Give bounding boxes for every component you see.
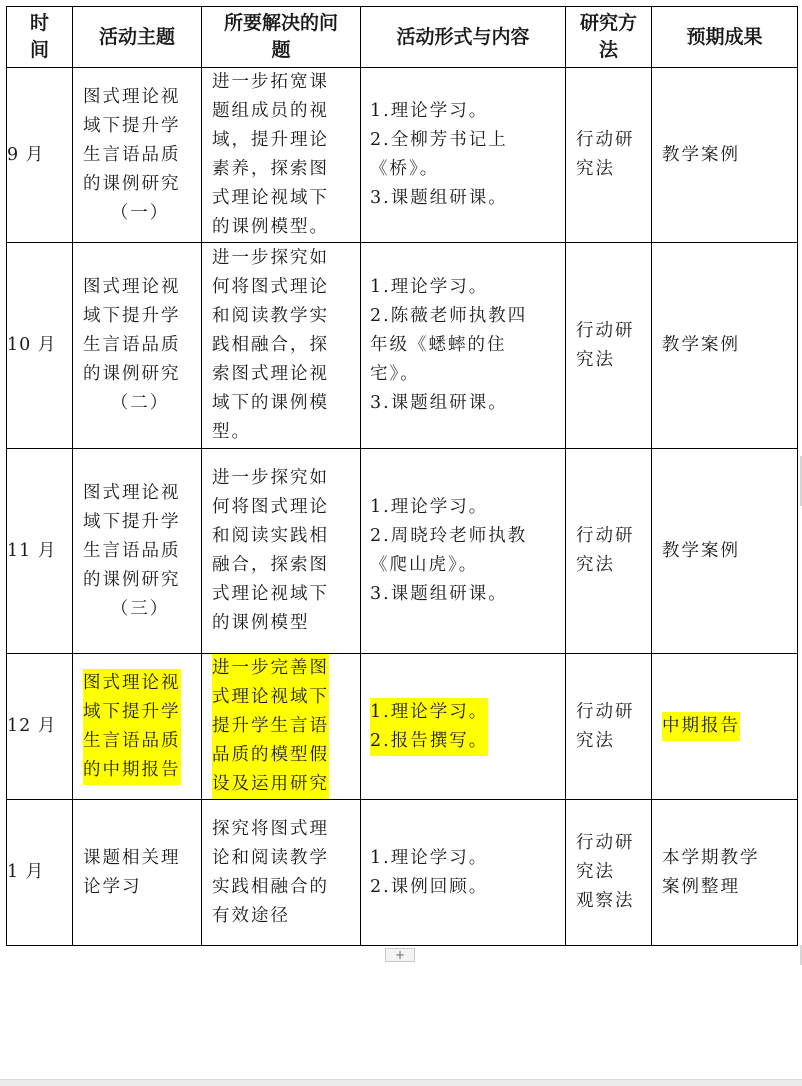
topic-cell-line: 的课例研究 bbox=[83, 569, 181, 590]
topic-cell-line: 的课例研究 bbox=[83, 173, 181, 194]
content-cell-line: 《桥》。 bbox=[370, 159, 440, 179]
result-cell-line: 教学案例 bbox=[662, 144, 740, 165]
content-cell-line: 2.报告撰写。 bbox=[370, 730, 489, 751]
topic-cell-line: 图式理论视 bbox=[83, 86, 181, 107]
table-row bbox=[7, 243, 798, 449]
method-cell-line: 行动研 bbox=[576, 833, 635, 853]
problem-cell-line: 式理论视域下 bbox=[212, 584, 329, 604]
method-cell-line: 究法 bbox=[576, 349, 615, 370]
problem-cell-line: 进一步探究如 bbox=[212, 468, 329, 488]
topic-cell-line: 生言语品质 bbox=[83, 540, 181, 561]
content-cell-line: 宅》。 bbox=[370, 364, 420, 384]
method-cell-line: 行动研 bbox=[576, 130, 635, 150]
content-cell-line: 2.陈薇老师执教四 bbox=[370, 306, 528, 326]
problem-cell-line: 题组成员的视 bbox=[212, 101, 329, 121]
header-method-line1: 研究方 bbox=[579, 12, 637, 34]
topic-cell-line: 生言语品质 bbox=[83, 335, 181, 355]
add-row-button[interactable]: + bbox=[385, 948, 415, 962]
result-cell-line: 教学案例 bbox=[662, 335, 740, 355]
topic-cell-line: 生言语品质 bbox=[83, 730, 181, 751]
topic-cell-line: 域下提升学 bbox=[83, 115, 181, 136]
content-cell-line: 3.课题组研课。 bbox=[370, 393, 508, 413]
topic-cell bbox=[73, 800, 202, 946]
problem-cell-line: 探究将图式理 bbox=[212, 818, 329, 839]
problem-cell-line: 进一步拓宽课 bbox=[212, 72, 329, 92]
problem-cell-line: 型。 bbox=[212, 422, 251, 442]
content-cell-highlight bbox=[370, 698, 488, 756]
table-row bbox=[7, 800, 798, 946]
header-method bbox=[566, 7, 652, 68]
month-cell: 10 月 bbox=[7, 243, 73, 449]
method-cell-line: 行动研 bbox=[576, 701, 635, 722]
content-cell-line: 1.理论学习。 bbox=[370, 277, 489, 297]
content-cell-line: 年级《蟋蟀的住 bbox=[370, 335, 507, 355]
problem-cell-line: 何将图式理论 bbox=[212, 497, 329, 517]
schedule-table bbox=[6, 6, 798, 946]
content-cell bbox=[361, 243, 566, 449]
method-cell bbox=[566, 800, 652, 946]
topic-cell-line: 图式理论视 bbox=[83, 672, 181, 693]
content-cell-line: 3.课题组研课。 bbox=[370, 584, 508, 604]
month-cell: 11 月 bbox=[7, 449, 73, 654]
problem-cell-line: 式理论视域下 bbox=[212, 188, 329, 208]
content-cell bbox=[361, 449, 566, 654]
content-cell-line: 3.课题组研课。 bbox=[370, 188, 508, 208]
result-cell bbox=[652, 800, 798, 946]
content-cell-line: 1.理论学习。 bbox=[370, 847, 489, 868]
content-cell-line: 1.理论学习。 bbox=[370, 101, 489, 121]
topic-cell-line: 的课例研究 bbox=[83, 364, 181, 384]
method-cell-line: 究法 bbox=[576, 159, 615, 179]
result-cell-highlight bbox=[662, 712, 740, 741]
problem-cell-line: 式理论视域下 bbox=[212, 687, 329, 707]
method-cell-line: 究法 bbox=[576, 555, 615, 575]
problem-cell-line: 的课例模型。 bbox=[212, 217, 329, 237]
topic-cell bbox=[73, 243, 202, 449]
header-time-line1: 时 bbox=[29, 12, 49, 34]
topic-cell-line: 域下提升学 bbox=[83, 306, 181, 326]
result-cell-line: 教学案例 bbox=[662, 540, 740, 561]
problem-cell bbox=[202, 449, 361, 654]
topic-cell-line: （三） bbox=[110, 598, 170, 619]
result-cell bbox=[652, 654, 798, 800]
topic-cell-line: （一） bbox=[110, 202, 170, 223]
problem-cell-highlight bbox=[212, 654, 329, 799]
header-time-line2: 间 bbox=[29, 39, 49, 61]
topic-cell-highlight bbox=[83, 669, 181, 785]
result-cell bbox=[652, 68, 798, 243]
header-topic: 活动主题 bbox=[73, 7, 202, 68]
problem-cell-line: 实践相融合的 bbox=[212, 876, 329, 897]
method-cell-line: 究法 bbox=[576, 862, 615, 882]
method-cell-line: 行动研 bbox=[576, 526, 635, 546]
content-cell bbox=[361, 800, 566, 946]
method-cell bbox=[566, 68, 652, 243]
header-time bbox=[7, 7, 73, 68]
content-cell-line: 2.课例回顾。 bbox=[370, 876, 489, 897]
problem-cell-line: 进一步完善图 bbox=[212, 658, 329, 678]
table-row bbox=[7, 654, 798, 800]
header-content: 活动形式与内容 bbox=[361, 7, 566, 68]
topic-cell-line: 生言语品质 bbox=[83, 144, 181, 165]
method-cell bbox=[566, 449, 652, 654]
content-cell-line: 1.理论学习。 bbox=[370, 497, 489, 517]
problem-cell-line: 何将图式理论 bbox=[212, 277, 329, 297]
problem-cell-line: 设及运用研究 bbox=[212, 774, 329, 794]
method-cell-line: 行动研 bbox=[576, 320, 635, 341]
header-problem-line1: 所要解决的问 bbox=[223, 12, 338, 34]
problem-cell-line: 有效途径 bbox=[212, 905, 290, 926]
content-cell-line: 2.周晓玲老师执教 bbox=[370, 526, 528, 546]
problem-cell-line: 的课例模型 bbox=[212, 613, 310, 633]
month-cell: 9 月 bbox=[7, 68, 73, 243]
content-cell bbox=[361, 68, 566, 243]
topic-cell-line: 域下提升学 bbox=[83, 701, 181, 722]
problem-cell bbox=[202, 243, 361, 449]
header-problem bbox=[202, 7, 361, 68]
result-cell-line: 案例整理 bbox=[662, 876, 740, 897]
problem-cell-line: 提升学生言语 bbox=[212, 716, 329, 736]
result-cell-line: 本学期教学 bbox=[662, 847, 760, 868]
topic-cell-line: （二） bbox=[110, 393, 170, 413]
problem-cell-line: 践相融合，探 bbox=[212, 335, 329, 355]
topic-cell-line: 域下提升学 bbox=[83, 511, 181, 532]
content-cell-line: 1.理论学习。 bbox=[370, 701, 489, 722]
topic-cell-line: 论学习 bbox=[83, 876, 142, 897]
content-cell-line: 2.全柳芳书记上 bbox=[370, 130, 508, 150]
problem-cell-line: 素养，探索图 bbox=[212, 159, 329, 179]
header-result: 预期成果 bbox=[652, 7, 798, 68]
month-cell: 12 月 bbox=[7, 654, 73, 800]
result-cell-line: 中期报告 bbox=[662, 716, 740, 736]
content-cell bbox=[361, 654, 566, 800]
topic-cell-line: 课题相关理 bbox=[83, 847, 181, 868]
topic-cell bbox=[73, 449, 202, 654]
problem-cell-line: 和阅读实践相 bbox=[212, 526, 329, 546]
topic-cell bbox=[73, 68, 202, 243]
problem-cell-line: 融合，探索图 bbox=[212, 555, 329, 575]
method-cell-line: 究法 bbox=[576, 730, 615, 751]
problem-cell-line: 域下的课例模 bbox=[212, 393, 329, 413]
problem-cell-line: 论和阅读教学 bbox=[212, 847, 329, 868]
problem-cell bbox=[202, 654, 361, 800]
result-cell bbox=[652, 449, 798, 654]
problem-cell bbox=[202, 68, 361, 243]
table-row bbox=[7, 449, 798, 654]
topic-cell-line: 图式理论视 bbox=[83, 277, 181, 297]
problem-cell-line: 品质的模型假 bbox=[212, 745, 329, 765]
table-row bbox=[7, 68, 798, 243]
header-method-line2: 法 bbox=[598, 39, 618, 61]
problem-cell-line: 进一步探究如 bbox=[212, 248, 329, 268]
content-cell-line: 《爬山虎》。 bbox=[370, 555, 479, 575]
method-cell-line: 观察法 bbox=[576, 891, 635, 911]
month-cell: 1 月 bbox=[7, 800, 73, 946]
topic-cell bbox=[73, 654, 202, 800]
problem-cell-line: 索图式理论视 bbox=[212, 364, 329, 384]
header-problem-line2: 题 bbox=[271, 39, 291, 61]
header-row bbox=[7, 7, 798, 68]
result-cell bbox=[652, 243, 798, 449]
problem-cell-line: 域，提升理论 bbox=[212, 130, 329, 150]
method-cell bbox=[566, 654, 652, 800]
topic-cell-line: 的中期报告 bbox=[83, 759, 181, 780]
method-cell bbox=[566, 243, 652, 449]
problem-cell-line: 和阅读教学实 bbox=[212, 306, 329, 326]
topic-cell-line: 图式理论视 bbox=[83, 482, 181, 503]
problem-cell bbox=[202, 800, 361, 946]
